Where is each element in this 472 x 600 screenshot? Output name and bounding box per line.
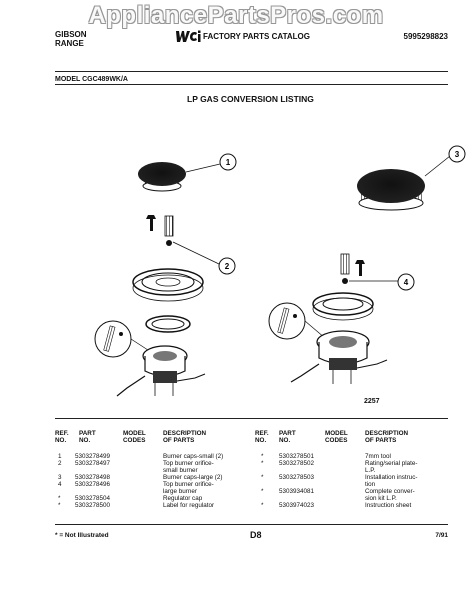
diagram-id: 2257: [364, 398, 380, 405]
exploded-parts-diagram: [55, 106, 460, 406]
watermark-text: AppliancePartsPros.com: [88, 2, 384, 29]
burner-base-right: [313, 293, 373, 320]
desc-header: DESCRIPTION OF PARTS: [163, 430, 207, 444]
callout-3-label: 3: [454, 150, 460, 159]
desc-header: DESCRIPTION OF PARTS: [365, 430, 409, 444]
callout-2-label: 2: [224, 262, 230, 271]
callout-4-label: 4: [403, 278, 409, 287]
footnote: * = Not Illustrated: [55, 532, 109, 539]
orifice-screw-right: [355, 260, 365, 276]
catalog-number: 5995298823: [403, 32, 448, 41]
large-orifice: [341, 254, 349, 284]
page-title: LP GAS CONVERSION LISTING: [187, 94, 314, 104]
valve-assembly-right: [291, 331, 387, 384]
model-header: MODEL CODES: [325, 430, 348, 444]
detail-inset-left: [95, 321, 151, 357]
brand-name: GIBSON: [55, 30, 87, 39]
ref-header: REF. NO.: [55, 430, 69, 444]
header-rule: [55, 71, 448, 72]
small-orifice: [165, 216, 173, 246]
ref-header: REF. NO.: [255, 430, 269, 444]
catalog-title: FACTORY PARTS CATALOG: [203, 32, 310, 41]
model-rule: [55, 84, 448, 85]
part-header: PART NO.: [279, 430, 296, 444]
valve-assembly-left: [117, 346, 205, 396]
large-burner-cap: [357, 169, 425, 210]
model-number: MODEL CGC489WK/A: [55, 76, 128, 83]
revision-date: 7/91: [435, 532, 448, 539]
model-header: MODEL CODES: [123, 430, 146, 444]
table-top-rule: [55, 418, 448, 419]
burner-ring: [146, 316, 190, 332]
burner-base: [133, 269, 203, 301]
footer-rule: [55, 524, 448, 525]
small-burner-cap: [138, 162, 186, 191]
wci-logo-icon: [175, 29, 201, 48]
appliance-type: RANGE: [55, 39, 84, 48]
callout-1-label: 1: [225, 158, 231, 167]
page-number: D8: [250, 530, 262, 540]
brand-block: [55, 30, 87, 48]
orifice-screw: [146, 215, 156, 231]
part-header: PART NO.: [79, 430, 96, 444]
parts-sheet: GIBSON RANGE FACTORY PARTS CATALOG 5995298823 MODEL CGC489WK/A LP GAS CONVERSION LISTING 1 2 3 4 2257 REF. NO. PART NO. MODEL CODES DESCRIPTION OF PARTS 1 5303278499 Burner caps-small (2) 2 5303278497 Top burner orifice- small burner 3 5303278498 Burner caps-large (2) 4 5303278496 Top burner orifice- large burner * 5303278504 Regulator cap * 5303278500 Label for regulator REF. NO. PART NO. MODEL CODES DESCRIPTION OF PARTS * 5303278501 7mm tool * 5303278502 Rating/serial plate- L.P. * 5303278503 Installation instruc- tion * 5303934081 Complete conver- sion kit L.P. * 5303974023 Instruction sheet * = Not Illustrated D8 7/91: [55, 26, 448, 582]
